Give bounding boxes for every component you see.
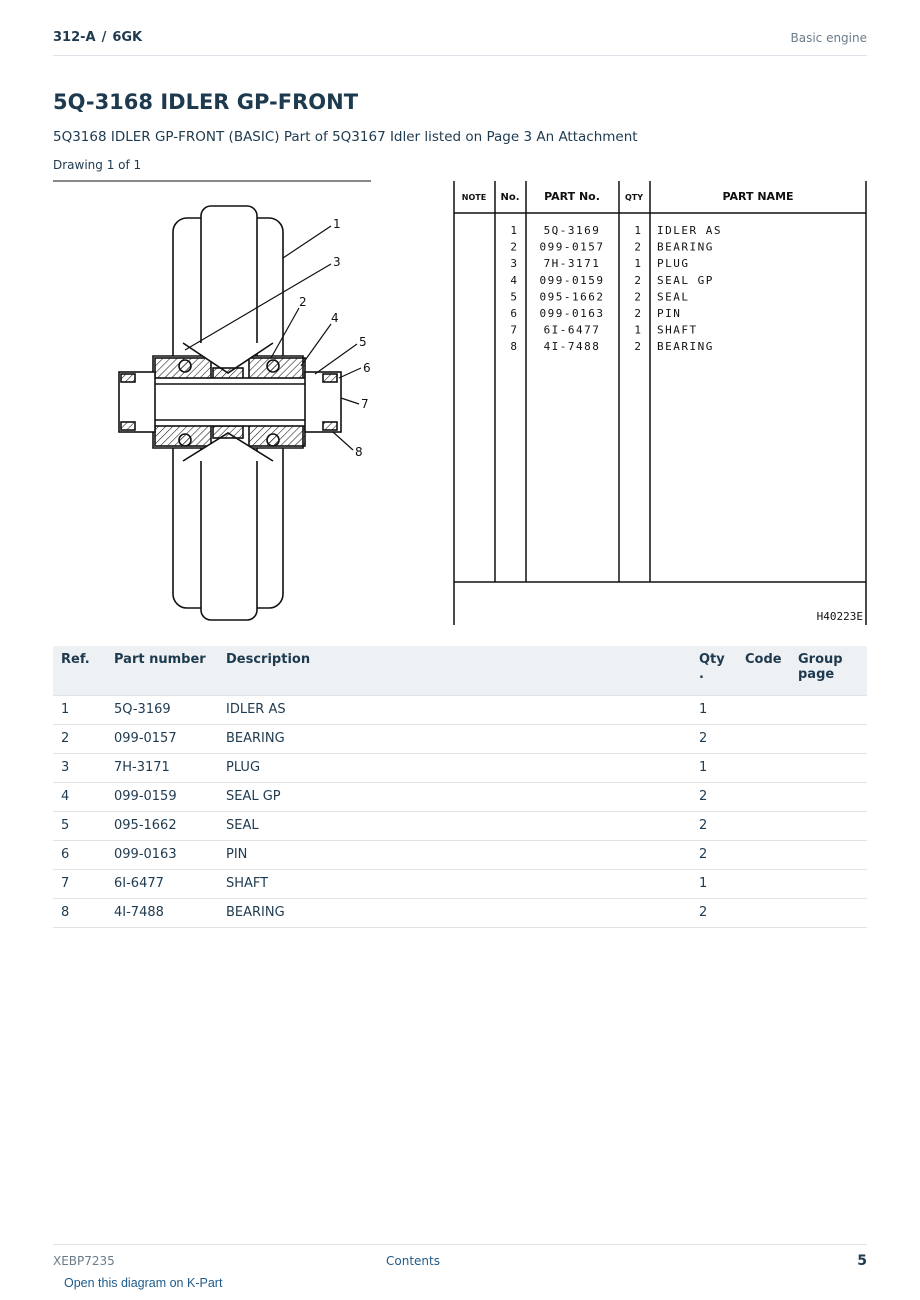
page-number: 5 xyxy=(857,1253,867,1269)
page-subtitle: 5Q3168 IDLER GP-FRONT (BASIC) Part of 5Q3167 Idler listed on Page 3 An Attachment xyxy=(53,129,638,145)
scan-row-no: 4 xyxy=(510,273,517,287)
parts-table-body xyxy=(53,695,867,927)
scan-row-qty: 2 xyxy=(634,340,641,354)
col-ref: Ref. xyxy=(53,646,106,695)
scan-row-name: PIN xyxy=(657,307,682,320)
col-description: Description xyxy=(218,646,691,695)
row-ref: 5 xyxy=(53,811,106,840)
scan-parts-table xyxy=(454,181,866,625)
drawing-label: Drawing 1 of 1 xyxy=(53,158,142,172)
scan-row-no: 7 xyxy=(510,323,517,337)
idler-cross-section xyxy=(119,206,341,620)
scan-row-qty: 2 xyxy=(634,290,641,304)
parts-table-header xyxy=(53,646,867,695)
row-group-page xyxy=(790,753,867,782)
row-part-number[interactable]: 099-0157 xyxy=(106,724,218,753)
row-qty: 2 xyxy=(691,840,737,869)
scan-row-no: 6 xyxy=(510,307,517,320)
engine-crumb[interactable]: 6GK xyxy=(112,30,143,45)
table-row xyxy=(53,869,867,898)
row-qty: 1 xyxy=(691,869,737,898)
table-row xyxy=(53,782,867,811)
row-code xyxy=(737,898,790,927)
row-description: PIN xyxy=(218,840,691,869)
row-qty: 1 xyxy=(691,695,737,724)
parts-table xyxy=(53,646,867,928)
page-title: 5Q-3168 IDLER GP-FRONT xyxy=(53,90,359,114)
scan-header-no: No. xyxy=(500,192,520,203)
breadcrumb xyxy=(53,30,142,45)
row-qty: 2 xyxy=(691,898,737,927)
row-ref: 8 xyxy=(53,898,106,927)
scan-row-qty: 2 xyxy=(634,240,641,254)
drawing-code: H40223E xyxy=(816,610,863,623)
callout-8: 8 xyxy=(355,445,363,459)
row-part-number[interactable]: 095-1662 xyxy=(106,811,218,840)
section-name: Basic engine xyxy=(790,31,867,45)
document-id: XEBP7235 xyxy=(53,1254,115,1268)
scan-row-qty: 1 xyxy=(634,224,641,237)
contents-link[interactable]: Contents xyxy=(386,1254,440,1268)
open-kpart-link[interactable]: Open this diagram on K-Part xyxy=(64,1276,223,1290)
col-qty-dot: . xyxy=(699,667,704,682)
scan-row-part: 5Q-3169 xyxy=(543,224,601,237)
row-ref: 7 xyxy=(53,869,106,898)
row-part-number[interactable]: 099-0159 xyxy=(106,782,218,811)
row-code xyxy=(737,724,790,753)
scan-row-qty: 2 xyxy=(634,307,641,320)
scan-row-part: 099-0157 xyxy=(539,240,605,254)
page-footer xyxy=(53,1244,867,1274)
row-ref: 6 xyxy=(53,840,106,869)
row-ref: 2 xyxy=(53,724,106,753)
parts-drawing xyxy=(53,178,868,628)
row-qty: 2 xyxy=(691,782,737,811)
scan-row-name: PLUG xyxy=(657,257,690,271)
callout-1: 1 xyxy=(333,217,341,231)
callout-3: 3 xyxy=(333,255,341,269)
col-part-number: Part number xyxy=(106,646,218,695)
row-description: SEAL xyxy=(218,811,691,840)
col-qty-label: Qty xyxy=(699,652,725,667)
row-part-number[interactable]: 7H-3171 xyxy=(106,753,218,782)
row-group-page xyxy=(790,811,867,840)
row-code xyxy=(737,782,790,811)
row-ref: 3 xyxy=(53,753,106,782)
row-description: IDLER AS xyxy=(218,695,691,724)
callout-7: 7 xyxy=(361,397,369,411)
row-code xyxy=(737,753,790,782)
row-description: BEARING xyxy=(218,724,691,753)
callout-2: 2 xyxy=(299,295,307,309)
row-group-page xyxy=(790,869,867,898)
scan-row-no: 8 xyxy=(510,340,517,354)
row-qty: 2 xyxy=(691,724,737,753)
scan-row-qty: 1 xyxy=(634,257,641,271)
row-part-number[interactable]: 5Q-3169 xyxy=(106,695,218,724)
table-row xyxy=(53,695,867,724)
page-header xyxy=(53,28,867,56)
col-code: Code xyxy=(737,646,790,695)
callout-6: 6 xyxy=(363,361,371,375)
scan-row-name: BEARING xyxy=(657,240,714,254)
row-code xyxy=(737,840,790,869)
callout-5: 5 xyxy=(359,335,367,349)
scan-row-qty: 2 xyxy=(634,273,641,287)
row-description: SEAL GP xyxy=(218,782,691,811)
col-page-label: page xyxy=(798,667,835,682)
scan-row-part: 099-0163 xyxy=(539,307,605,320)
scan-row-name: SHAFT xyxy=(657,323,698,337)
scan-row-part: 7H-3171 xyxy=(543,257,601,271)
scan-header-name: PART NAME xyxy=(722,190,794,203)
scan-row-no: 5 xyxy=(510,290,517,304)
row-group-page xyxy=(790,782,867,811)
row-qty: 1 xyxy=(691,753,737,782)
row-group-page xyxy=(790,695,867,724)
scan-row-name: IDLER AS xyxy=(657,224,722,237)
table-row xyxy=(53,724,867,753)
row-description: SHAFT xyxy=(218,869,691,898)
row-group-page xyxy=(790,724,867,753)
col-qty xyxy=(691,646,737,695)
col-group-label: Group xyxy=(798,652,843,667)
scan-header-part: PART No. xyxy=(544,190,600,203)
row-ref: 4 xyxy=(53,782,106,811)
row-code xyxy=(737,695,790,724)
scan-header-note: NOTE xyxy=(461,193,487,202)
row-description: PLUG xyxy=(218,753,691,782)
scan-row-no: 2 xyxy=(510,240,517,254)
row-group-page xyxy=(790,840,867,869)
scan-row-part: 099-0159 xyxy=(539,273,605,287)
scan-row-no: 1 xyxy=(510,224,517,237)
col-group-page xyxy=(790,646,867,695)
scan-row-no: 3 xyxy=(510,257,517,271)
scan-rows xyxy=(510,224,722,353)
table-row xyxy=(53,753,867,782)
table-row xyxy=(53,840,867,869)
row-code xyxy=(737,811,790,840)
table-row xyxy=(53,898,867,927)
row-part-number[interactable]: 099-0163 xyxy=(106,840,218,869)
callout-4: 4 xyxy=(331,311,339,325)
scan-row-part: 6I-6477 xyxy=(543,323,601,337)
scan-row-qty: 1 xyxy=(634,323,641,337)
scan-row-name: SEAL GP xyxy=(657,273,714,287)
table-row xyxy=(53,811,867,840)
scan-row-name: SEAL xyxy=(657,290,690,304)
model-crumb[interactable]: 312-A xyxy=(53,30,96,45)
row-code xyxy=(737,869,790,898)
scan-row-part: 4I-7488 xyxy=(543,340,601,354)
row-ref: 1 xyxy=(53,695,106,724)
crumb-separator: / xyxy=(101,30,107,45)
row-group-page xyxy=(790,898,867,927)
row-part-number[interactable]: 6I-6477 xyxy=(106,869,218,898)
row-part-number[interactable]: 4I-7488 xyxy=(106,898,218,927)
row-qty: 2 xyxy=(691,811,737,840)
scan-header-qty: QTY xyxy=(624,193,644,202)
row-description: BEARING xyxy=(218,898,691,927)
scan-row-name: BEARING xyxy=(657,340,714,354)
scan-row-part: 095-1662 xyxy=(539,290,605,304)
